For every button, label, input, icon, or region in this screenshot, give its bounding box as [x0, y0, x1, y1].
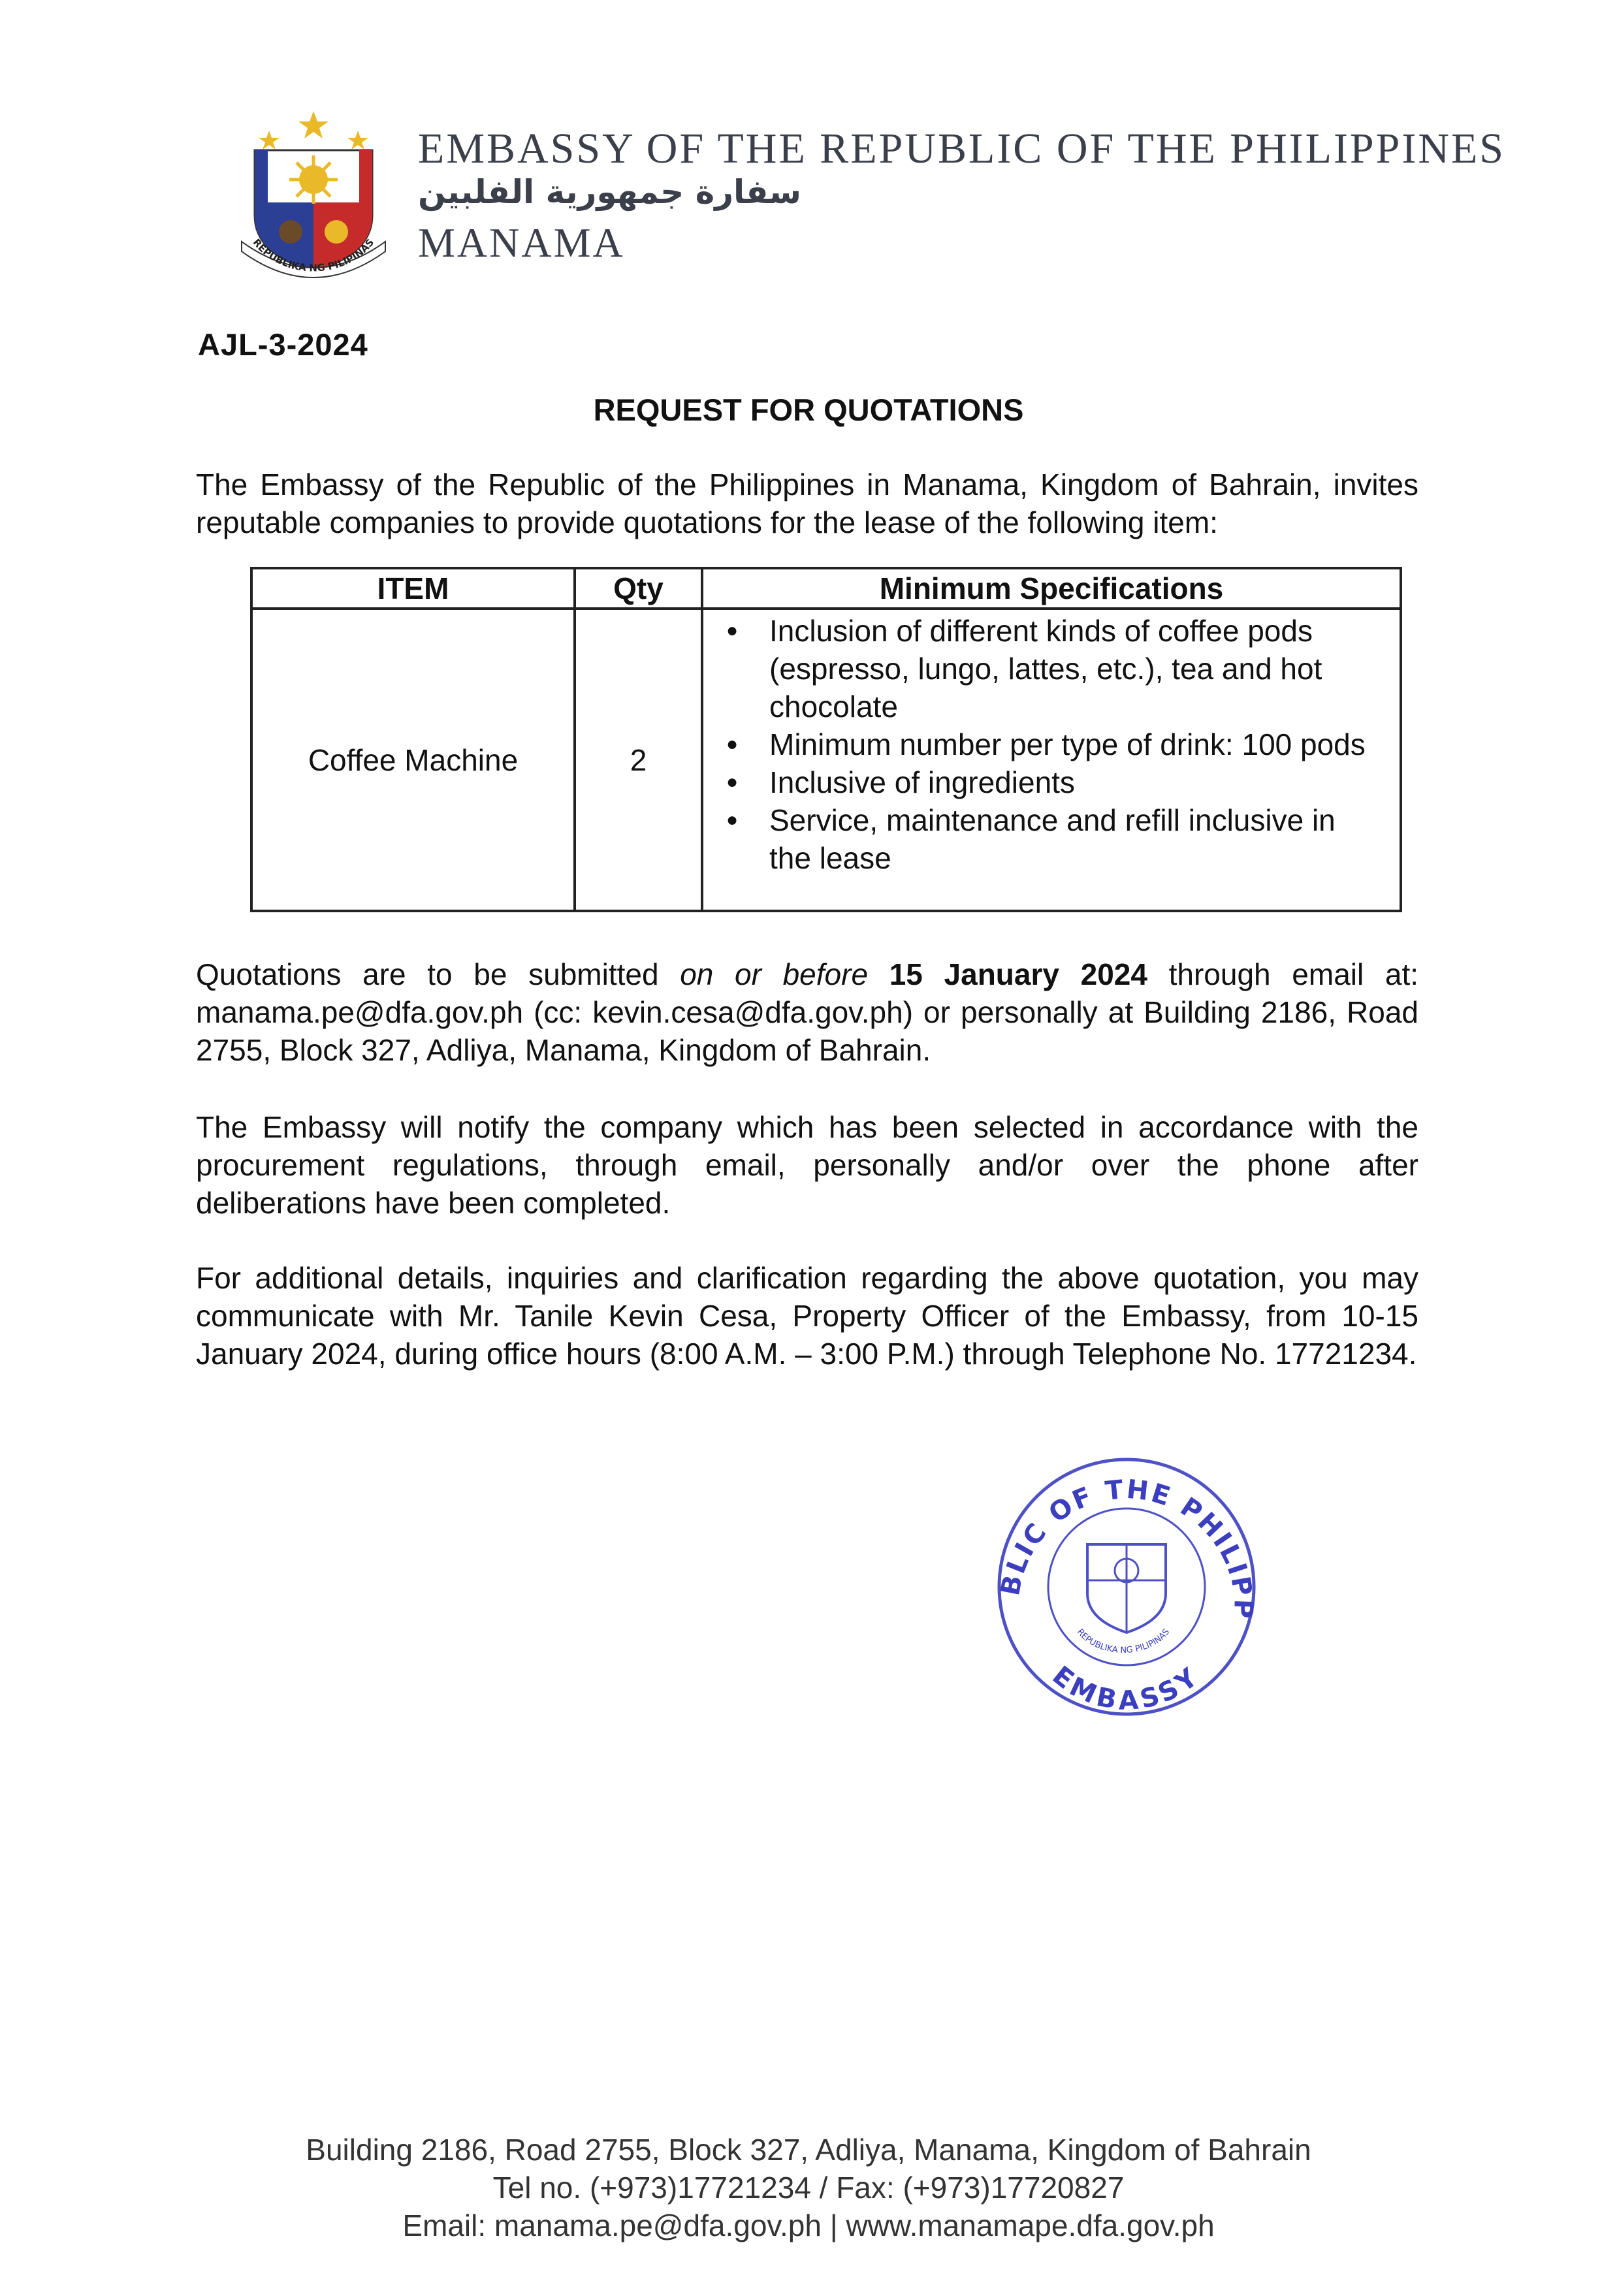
- seal-inner-text: REPUBLIKA NG PILIPINAS: [1074, 1627, 1172, 1655]
- header-specifications: Minimum Specifications: [702, 568, 1401, 609]
- intro-paragraph: The Embassy of the Republic of the Philippines in Manama, Kingdom of Bahrain, invites reputable companies to provide quotations for the lease of the following item:: [196, 468, 1418, 539]
- submission-text-1: Quotations are to be submitted: [196, 957, 680, 991]
- cell-item: Coffee Machine: [251, 609, 575, 911]
- embassy-seal-stamp: [973, 1437, 1273, 1737]
- seal-bottom-text: EMBASSY: [1046, 1660, 1207, 1716]
- list-item: ● Service, maintenance and refill inclusive in the lease: [704, 801, 1383, 877]
- header-item: ITEM: [251, 568, 575, 609]
- table-row: [251, 609, 1401, 911]
- embassy-title-arabic: سفارة جمهورية الفلبين: [418, 173, 801, 211]
- reference-number: AJL-3-2024: [198, 327, 368, 362]
- footer-email: Email: manama.pe@dfa.gov.ph | www.manamape.dfa.gov.ph: [402, 2208, 1215, 2242]
- document-heading: REQUEST FOR QUOTATIONS: [593, 392, 1024, 427]
- footer-address: Building 2186, Road 2755, Block 327, Adliya, Manama, Kingdom of Bahrain: [306, 2133, 1311, 2167]
- seal-top-text: BLIC OF THE PHILIPP: [995, 1474, 1258, 1621]
- list-item: ● Inclusive of ingredients: [704, 763, 1383, 801]
- svg-text:EMBASSY: [1047, 1661, 1206, 1716]
- cell-qty: 2: [575, 609, 702, 911]
- submission-deadline: 15 January 2024: [889, 957, 1147, 991]
- footer-phone: Tel no. (+973)17721234 / Fax: (+973)17720827: [492, 2171, 1125, 2205]
- spec-list: [704, 612, 1399, 877]
- embassy-city: MANAMA: [418, 219, 625, 266]
- cell-specifications: [702, 609, 1401, 911]
- header-qty: Qty: [575, 568, 702, 609]
- submission-emphasis: on or before: [680, 957, 869, 991]
- submission-paragraph: [196, 955, 1418, 1069]
- list-item: ● Inclusion of different kinds of coffee pods (espresso, lungo, lattes, etc.), tea and hot chocolate: [704, 612, 1383, 725]
- embassy-title: EMBASSY OF THE REPUBLIC OF THE PHILIPPINES: [418, 125, 1506, 172]
- list-item: ● Minimum number per type of drink: 100 pods: [704, 725, 1383, 763]
- items-table: [250, 567, 1402, 912]
- coat-of-arms-logo: [229, 104, 398, 294]
- contact-paragraph: For additional details, inquiries and clarification regarding the above quotation, you may communicate with Mr. Tanile Kevin Cesa, Property Officer of the Embassy, from 10-15 January 2024, during office hours (8:00 A.M. – 3:00 P.M.) through Telephone No. 17721234.: [196, 1261, 1418, 1371]
- logo-banner-text: REPUBLIKA NG PILIPINAS: [250, 236, 377, 274]
- submission-text-2: through email at: manama.pe@dfa.gov.ph (cc: kevin.cesa@dfa.gov.ph) or personally at Building 2186, Road 2755, Block 327, Adliya, Manama, Kingdom of Bahrain.: [196, 957, 1419, 1067]
- table-header-row: [251, 568, 1401, 609]
- svg-text:REPUBLIC OF THE PHILIPPINES: [973, 1437, 1258, 1621]
- notify-paragraph: The Embassy will notify the company which has been selected in accordance with the procurement regulations, through email, personally and/or over the phone after deliberations have been completed.: [196, 1110, 1418, 1220]
